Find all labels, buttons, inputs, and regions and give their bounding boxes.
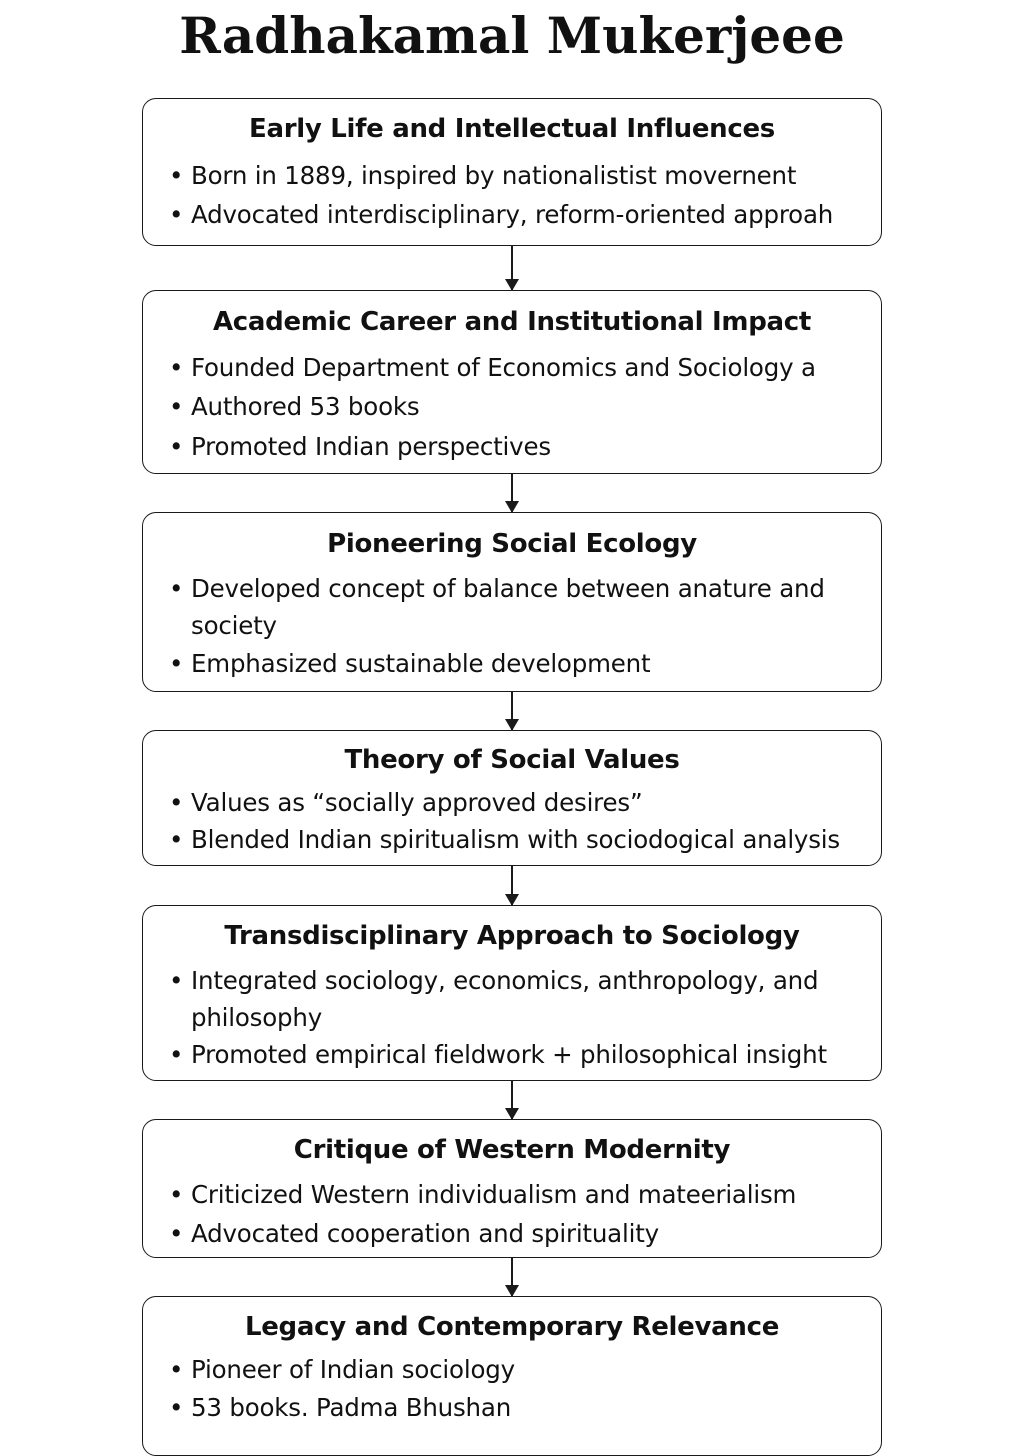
flow-arrow	[511, 1081, 513, 1119]
section-bullet: • Founded Department of Economics and Sociology a	[169, 349, 869, 386]
section-bullet: • Blended Indian spiritualism with sociodogical analysis	[169, 821, 882, 858]
section-box-academic-career	[142, 290, 882, 474]
section-bullet: • Pioneer of Indian sociology	[169, 1351, 869, 1388]
section-box-western-modernity	[142, 1119, 882, 1258]
section-heading: Legacy and Contemporary Relevance	[244, 1312, 780, 1342]
section-bullet: • Born in 1889, inspired by nationalistist movernent	[169, 157, 869, 194]
diagram-title: Radhakamal Mukerjeee	[179, 6, 845, 65]
section-bullet: • Criticized Western individualism and mateerialism	[169, 1176, 869, 1213]
section-box-social-values	[142, 730, 882, 866]
section-heading: Early Life and Intellectual Influences	[249, 114, 775, 144]
section-bullet: • Authored 53 books	[169, 388, 869, 425]
flow-arrow	[511, 474, 513, 512]
section-box-early-life	[142, 98, 882, 246]
section-heading: Transdisciplinary Approach to Sociology	[224, 921, 800, 951]
section-box-social-ecology	[142, 512, 882, 692]
section-heading: Academic Career and Institutional Impact	[212, 307, 812, 337]
section-bullet: • 53 books. Padma Bhushan	[169, 1389, 869, 1426]
section-bullet: • Developed concept of balance between anature and society	[169, 570, 869, 644]
section-heading: Critique of Western Modernity	[293, 1135, 731, 1165]
section-box-legacy	[142, 1296, 882, 1456]
section-box-transdisciplinary	[142, 905, 882, 1081]
flow-arrow	[511, 692, 513, 730]
section-bullet: • Values as “socially approved desires”	[169, 784, 869, 821]
section-bullet: • Promoted empirical fieldwork + philosophical insight	[169, 1036, 869, 1073]
section-heading: Theory of Social Values	[344, 745, 680, 775]
section-bullet: • Advocated interdisciplinary, reform-oriented approah	[169, 196, 869, 233]
section-bullet: • Advocated cooperation and spirituality	[169, 1215, 869, 1252]
flow-arrow	[511, 246, 513, 290]
flow-arrow	[511, 866, 513, 905]
section-bullet: • Emphasized sustainable development	[169, 645, 869, 682]
flow-arrow	[511, 1258, 513, 1296]
section-heading: Pioneering Social Ecology	[327, 529, 697, 559]
section-bullet: • Integrated sociology, economics, anthropology, and philosophy	[169, 962, 869, 1036]
section-bullet: • Promoted Indian perspectives	[169, 428, 869, 465]
